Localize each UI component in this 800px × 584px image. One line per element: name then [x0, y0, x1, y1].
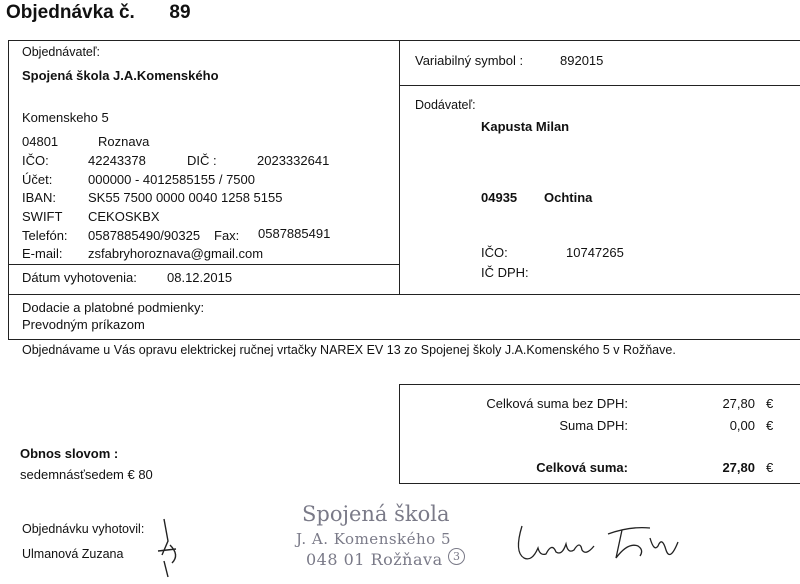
- buyer-label: Objednávateľ:: [22, 45, 101, 59]
- buyer-fax: 0587885491: [258, 226, 331, 241]
- order-number: 89: [169, 2, 191, 23]
- buyer-iban: SK55 7500 0000 0040 1258 5155: [88, 190, 283, 205]
- terms-label: Dodacie a platobné podmienky:: [22, 300, 205, 315]
- buyer-account: 000000 - 4012585155 / 7500: [88, 172, 255, 187]
- buyer-account-label: Účet:: [22, 172, 53, 187]
- buyer-street: Komenskeho 5: [22, 110, 109, 125]
- stamp-mark: 3: [448, 548, 465, 565]
- buyer-dic-label: DIČ :: [187, 153, 217, 168]
- order-title-label: Objednávka č.: [6, 2, 135, 23]
- currency-1: €: [766, 396, 774, 411]
- currency-3: €: [766, 460, 774, 475]
- date-divider: [8, 264, 399, 265]
- order-text: Objednávame u Vás opravu elektrickej ručnej vrtačky NAREX EV 13 zo Spojenej školy J.A.Komenského 5 v Rožňave.: [22, 343, 676, 357]
- buyer-phone-label: Telefón:: [22, 228, 68, 243]
- director-signature: [510, 512, 685, 572]
- supplier-ico: 10747265: [566, 245, 624, 260]
- buyer-zip: 04801: [22, 134, 59, 149]
- buyer-ico-label: IČO:: [22, 153, 49, 168]
- issued-by-name: Ulmanová Zuzana: [22, 547, 124, 561]
- grand-total: 27,80: [722, 460, 755, 475]
- supplier-label: Dodávateľ:: [415, 98, 476, 112]
- variable-symbol: 892015: [560, 53, 604, 68]
- buyer-city: Roznava: [98, 134, 150, 149]
- buyer-fax-label: Fax:: [214, 228, 240, 243]
- buyer-swift-label: SWIFT: [22, 209, 63, 224]
- total-without-vat: 27,80: [722, 396, 755, 411]
- buyer-iban-label: IBAN:: [22, 190, 56, 205]
- buyer-dic: 2023332641: [257, 153, 330, 168]
- buyer-phone: 0587885490/90325: [88, 228, 201, 243]
- terms-divider: [8, 294, 800, 295]
- vertical-divider: [399, 40, 400, 294]
- issue-date: 08.12.2015: [167, 270, 233, 285]
- supplier-name: Kapusta Milan: [481, 119, 570, 134]
- order-title: [6, 2, 191, 24]
- supplier-ico-label: IČO:: [481, 245, 508, 260]
- grand-total-label: Celková suma:: [536, 460, 628, 475]
- stamp-line-1: Spojená škola: [302, 502, 450, 526]
- amount-words-label: Obnos slovom :: [20, 446, 119, 461]
- buyer-email-label: E-mail:: [22, 246, 63, 261]
- vat-label: Suma DPH:: [559, 418, 628, 433]
- vat-amount: 0,00: [729, 418, 755, 433]
- total-without-vat-label: Celková suma bez DPH:: [486, 396, 628, 411]
- vs-divider: [399, 85, 800, 86]
- terms-value: Prevodným príkazom: [22, 317, 145, 332]
- buyer-email[interactable]: zsfabryhoroznava@gmail.com: [88, 246, 264, 261]
- issue-date-label: Dátum vyhotovenia:: [22, 270, 137, 285]
- buyer-ico: 42243378: [88, 153, 146, 168]
- currency-2: €: [766, 418, 774, 433]
- buyer-name: Spojená škola J.A.Komenského: [22, 68, 219, 83]
- issued-by-label: Objednávku vyhotovil:: [22, 522, 145, 536]
- amount-words: sedemnásťsedem € 80: [20, 467, 153, 482]
- supplier-icdph-label: IČ DPH:: [481, 265, 529, 280]
- stamp-line-2: J. A. Komenského 5: [296, 530, 452, 548]
- stamp-line-3: 048 01 Rožňava: [306, 550, 443, 569]
- supplier-city: Ochtina: [544, 190, 593, 205]
- buyer-swift: CEKOSKBX: [88, 209, 160, 224]
- supplier-zip: 04935: [481, 190, 518, 205]
- issuer-signature: [150, 515, 186, 581]
- variable-symbol-label: Variabilný symbol :: [415, 53, 524, 68]
